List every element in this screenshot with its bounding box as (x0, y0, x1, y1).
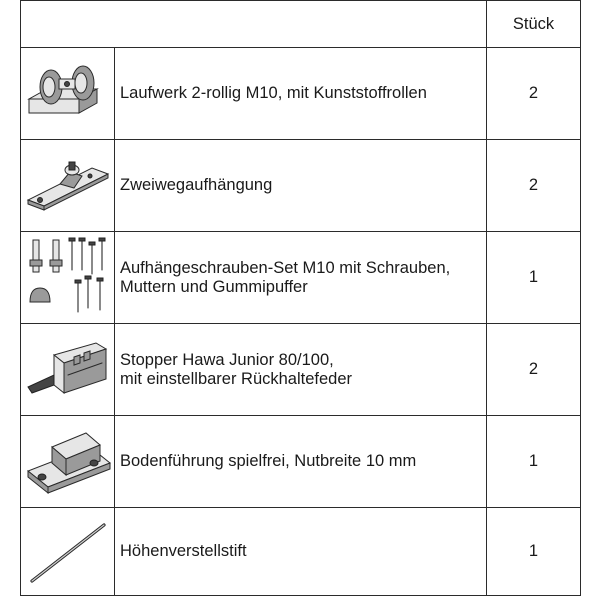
item-description (115, 508, 487, 596)
table-row (21, 508, 581, 596)
item-image-cell (21, 508, 115, 596)
table-row (21, 48, 581, 140)
item-image-cell (21, 416, 115, 508)
height-adjust-pin-icon (24, 517, 112, 587)
table-row (21, 232, 581, 324)
item-image-cell (21, 140, 115, 232)
bolt-with-nut (30, 240, 42, 272)
item-image-cell (21, 324, 115, 416)
table-row (21, 416, 581, 508)
screw-set-icon (24, 236, 112, 320)
description-line: mit einstellbarer Rückhaltefeder (120, 369, 353, 388)
item-description (115, 48, 487, 140)
item-description (115, 232, 487, 324)
item-quantity: 1 (487, 416, 581, 508)
item-image-cell (21, 232, 115, 324)
trolley-roller-icon (25, 59, 111, 129)
item-description (115, 416, 487, 508)
bolt-with-nut (50, 240, 62, 272)
description-line: Höhenverstellstift (120, 542, 247, 560)
floor-guide-icon (24, 429, 112, 495)
item-quantity: 1 (487, 232, 581, 324)
description-line: Laufwerk 2-rollig M10, mit Kunststoffrollen (120, 84, 427, 102)
description-line: Bodenführung spielfrei, Nutbreite 10 mm (120, 452, 417, 470)
description-line: Muttern und Gummipuffer (120, 277, 308, 296)
item-description (115, 324, 487, 416)
item-description (115, 140, 487, 232)
suspension-bracket-icon (24, 154, 112, 218)
description-line: Zweiwegaufhängung (120, 176, 273, 194)
description-line: Aufhängeschrauben-Set M10 mit Schrauben, (120, 258, 451, 277)
item-image-cell (21, 48, 115, 140)
item-quantity: 2 (487, 140, 581, 232)
header-empty-cell (21, 1, 487, 48)
item-quantity: 2 (487, 324, 581, 416)
qty-column-header: Stück (487, 1, 581, 48)
item-quantity: 1 (487, 508, 581, 596)
description-line: Stopper Hawa Junior 80/100, (120, 350, 334, 369)
stopper-icon (24, 335, 112, 405)
item-quantity: 2 (487, 48, 581, 140)
parts-list-table (20, 0, 581, 596)
header-row (21, 1, 581, 48)
table-row (21, 324, 581, 416)
table-row (21, 140, 581, 232)
